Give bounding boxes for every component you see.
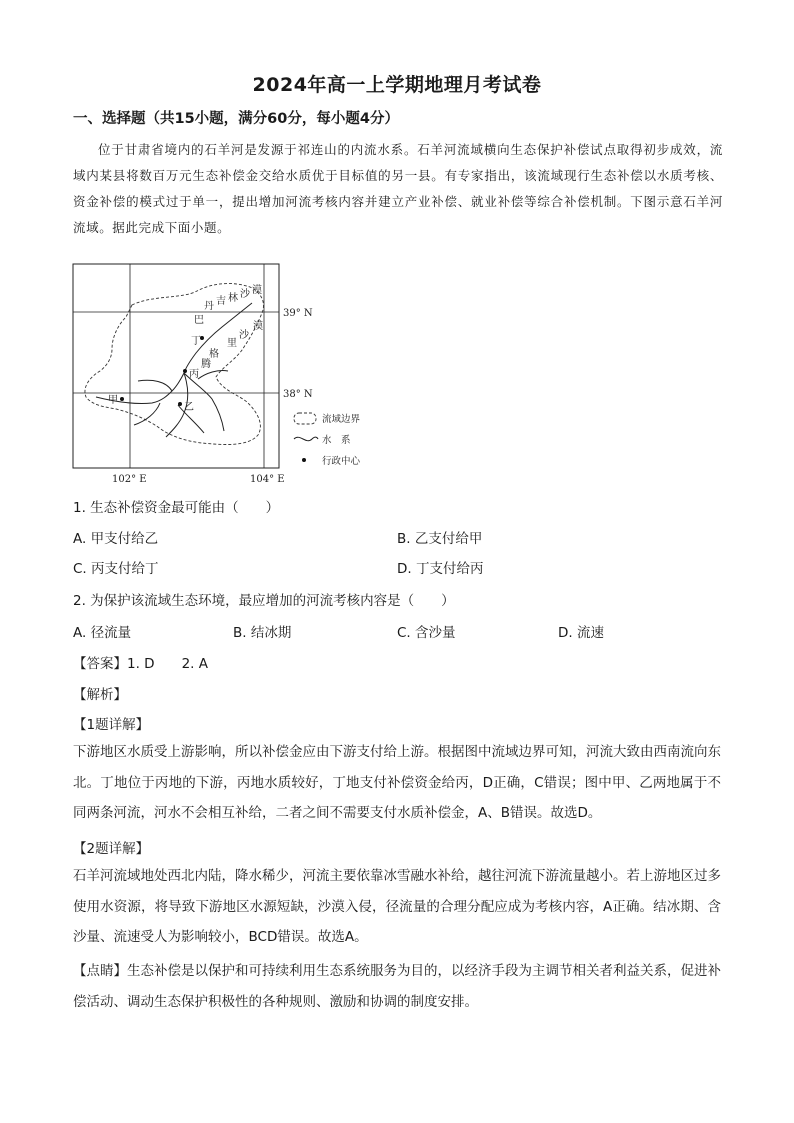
- tengger-label-1: 格: [209, 349, 219, 360]
- question-2-option-c[interactable]: C. 含沙量: [397, 625, 456, 641]
- question-1-option-c[interactable]: C. 丙支付给丁: [73, 561, 159, 577]
- answer-text: 1. D 2. A: [127, 656, 208, 672]
- jia-center-dot: [120, 397, 124, 401]
- answer-tag: 【答案】: [73, 656, 127, 672]
- bing-label: 丙: [189, 369, 199, 380]
- badain-label-4: 沙: [240, 289, 250, 300]
- legend-boundary-symbol: [294, 413, 316, 424]
- tengger-label-4: 漠: [253, 321, 263, 332]
- yi-label: 乙: [184, 402, 194, 413]
- question-2-stem: 2. 为保护该流域生态环境，最应增加的河流考核内容是（ ）: [73, 593, 455, 609]
- ding-label: 丁: [191, 336, 201, 347]
- detail-2-text: 石羊河流域地处西北内陆，降水稀少，河流主要依靠冰雪融水补给，越往河流下游流量越小。若上游地区过多使用水资源，将导致下游地区水源短缺，沙漠入侵，径流量的合理分配应成为考核内容，A正确。结冰期、含沙量、流速受人为影响较小，BCD错误。故选A。: [73, 868, 721, 945]
- badain-label-2: 吉: [216, 296, 226, 307]
- lat-label-39n: 39° N: [283, 308, 313, 319]
- analysis-tag: 【解析】: [73, 687, 127, 703]
- question-1-option-b[interactable]: B. 乙支付给甲: [397, 531, 483, 547]
- question-1-option-d[interactable]: D. 丁支付给丙: [397, 561, 484, 577]
- yi-center-dot: [178, 402, 182, 406]
- legend-center-label: 行政中心: [322, 456, 361, 467]
- badain-label-5: 漠: [252, 285, 262, 296]
- question-2-option-d[interactable]: D. 流速: [558, 625, 604, 641]
- basin-boundary: [85, 284, 264, 445]
- jia-label: 甲: [108, 395, 118, 406]
- comment-tag: 【点睛】: [73, 963, 127, 979]
- bing-center-dot: [183, 369, 187, 373]
- lon-label-102e: 102° E: [112, 474, 147, 485]
- lon-label-104e: 104° E: [250, 474, 285, 485]
- comment-block: [73, 956, 721, 1017]
- badain-label-1: 丹: [204, 301, 214, 312]
- legend-river-symbol: [294, 437, 318, 441]
- lat-label-38n: 38° N: [283, 389, 313, 400]
- tengger-label-3: 沙: [239, 330, 249, 341]
- tengger-label-2: 里: [227, 338, 237, 349]
- question-1-option-a[interactable]: A. 甲支付给乙: [73, 531, 159, 547]
- legend-river-label: 水 系: [322, 435, 351, 446]
- map-legend: [294, 413, 361, 467]
- legend-center-symbol: [302, 458, 306, 462]
- river-system: [96, 303, 252, 437]
- detail-1-tag: 【1题详解】: [73, 717, 150, 733]
- shiyang-river-basin-map: [72, 263, 392, 485]
- legend-boundary-label: 流域边界: [322, 414, 361, 425]
- badain-label-3: 林: [228, 293, 238, 304]
- tengger-label-0: 腾: [201, 359, 211, 370]
- reading-passage: 位于甘肃省境内的石羊河是发源于祁连山的内流水系。石羊河流域横向生态保护补偿试点取得初步成效，流域内某县将数百万元生态补偿金交给水质优于目标值的另一县。有专家指出，该流域现行生态补偿以水质考核、资金补偿的模式过于单一，提出增加河流考核内容并建立产业补偿、就业补偿等综合补偿机制。下图示意石羊河流域。据此完成下面小题。: [73, 142, 723, 235]
- answer-line: [73, 652, 208, 672]
- badain-label-0: 巴: [194, 315, 204, 326]
- question-2-option-b[interactable]: B. 结冰期: [233, 625, 292, 641]
- question-2-option-a[interactable]: A. 径流量: [73, 625, 132, 641]
- question-1-stem: 1. 生态补偿资金最可能由（ ）: [73, 500, 280, 516]
- detail-1-text: 下游地区水质受上游影响，所以补偿金应由下游支付给上游。根据图中流域边界可知，河流大致由西南流向东北。丁地位于丙地的下游，丙地水质较好，丁地支付补偿资金给丙，D正确，C错误；图中甲、乙两地属于不同两条河流，河水不会相互补给，二者之间不需要支付水质补偿金，A、B错误。故选D。: [73, 744, 721, 821]
- comment-text: 生态补偿是以保护和可持续利用生态系统服务为目的，以经济手段为主调节相关者利益关系，促进补偿活动、调动生态保护积极性的各种规则、激励和协调的制度安排。: [73, 963, 721, 1010]
- page-title: 2024年高一上学期地理月考试卷: [252, 74, 542, 96]
- detail-2-tag: 【2题详解】: [73, 841, 150, 857]
- section-heading: 一、选择题（共15小题，满分60分，每小题4分）: [73, 111, 399, 127]
